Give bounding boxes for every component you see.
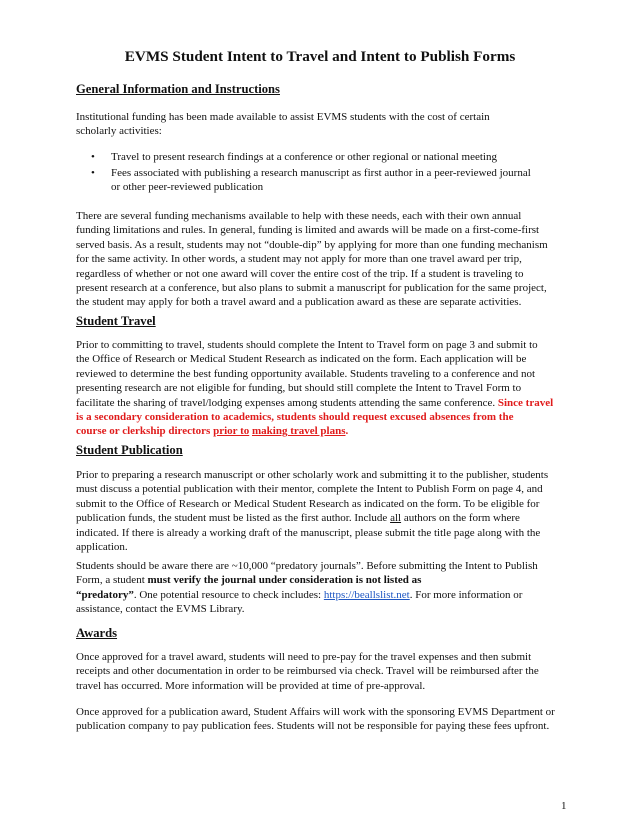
page-number: 1 [561, 800, 567, 812]
travel-award-paragraph [76, 650, 566, 693]
bullet-line: Fees associated with publishing a research manuscript as first author in a peer-reviewed journal [111, 167, 531, 179]
publication-line: indicated. If there is already a working draft of the manuscript, please submit the title page along with the [76, 526, 541, 539]
beallslist-link[interactable]: https://beallslist.net [323, 588, 410, 601]
funding-paragraph [76, 209, 566, 310]
travel-line: presenting research are not eligible for funding, but should still complete the Intent to Travel Form to [76, 382, 522, 395]
publication-award-paragraph [76, 705, 566, 734]
heading-student-travel: Student Travel [76, 314, 156, 328]
bullet-item-travel: Travel to present research findings at a conference or other regional or national meeting [111, 151, 497, 163]
heading-general-information: General Information and Instructions [76, 82, 280, 96]
publication-emphasis: all [390, 512, 402, 525]
publication-line: Prior to preparing a research manuscript or other scholarly work and submitting it to the publisher, students [76, 469, 549, 481]
predatory-line: Form, a student [76, 574, 148, 587]
travel-line: facilitate the sharing of travel/lodging expenses among students attending the same conference. [76, 396, 498, 409]
travel-line: Prior to committing to travel, students should complete the Intent to Travel form on page 3 and submit to [76, 339, 538, 351]
document-title: EVMS Student Intent to Travel and Intent to Publish Forms [124, 48, 516, 65]
funding-line: funding limitations and rules. In general, funding is limited and awards will be made on a first-come-first [76, 224, 540, 237]
publication-award-line: publication company to pay publication fees. Students will not be responsible for paying these fees upfront. [76, 720, 550, 733]
bullet-icon: • [91, 167, 95, 179]
publication-line: submit to the Office of Research or Medical Student Research as indicated on the form. To be eligible for [76, 497, 540, 510]
predatory-paragraph [76, 559, 566, 617]
travel-award-line: travel has occurred. More information will be provided at time of pre-approval. [76, 679, 426, 692]
bullet-line: or other peer-reviewed publication [111, 181, 264, 194]
heading-awards: Awards [76, 626, 118, 640]
predatory-line: assistance, contact the EVMS Library. [76, 603, 245, 616]
publication-line: application. [76, 541, 128, 554]
travel-paragraph [76, 338, 566, 439]
travel-warning-emphasis: making travel plans [251, 425, 346, 438]
travel-warning: course or clerkship directors [76, 425, 214, 438]
travel-warning: Since travel [497, 396, 554, 409]
bullet-item-publication [111, 166, 541, 195]
funding-line: regardless of whether or not one award will cover the entire cost of the trip. If a student is traveling to [76, 267, 524, 280]
intro-line: Institutional funding has been made available to assist EVMS students with the cost of certain [76, 111, 490, 123]
intro-line: scholarly activities: [76, 125, 162, 138]
predatory-emphasis: “predatory” [76, 588, 134, 601]
intro-paragraph [76, 110, 566, 139]
funding-line: the student may apply for both a travel award and a publication award as these are separate activities. [76, 296, 522, 309]
travel-award-line: receipts and other documentation in order to be reimbursed via check. Travel will be reimbursed after the [76, 665, 539, 678]
publication-line: authors on the form where [401, 512, 520, 525]
publication-paragraph [76, 468, 566, 554]
funding-line: for the same activity. In other words, a student may not apply for more than one travel award per trip, [76, 253, 522, 266]
travel-warning: is a secondary consideration to academics, students should request excused absences from the [76, 411, 514, 424]
publication-line: publication funds, the student must be listed as the first author. Include [76, 512, 391, 525]
travel-line: the Office of Research or Medical Student Research as indicated on the form. Each application will be [76, 353, 527, 366]
predatory-line: Students should be aware there are ~10,000 “predatory journals”. Before submitting the Intent to Publish [76, 560, 538, 572]
travel-award-line: Once approved for a travel award, students will need to pre-pay for the travel expenses and then submit [76, 651, 532, 663]
predatory-emphasis: must verify the journal under consideration is not listed as [147, 574, 422, 587]
funding-line: present research at a conference, but also plans to submit a manuscript for publication for the same project, [76, 282, 547, 295]
travel-line: reviewed to determine the best funding opportunity available. Students traveling to a conference and not [76, 367, 536, 380]
predatory-line: . One potential resource to check includes: [133, 588, 324, 601]
funding-line: There are several funding mechanisms available to help with these needs, each with their own annual [76, 210, 522, 222]
funding-line: served basis. As a result, students may not “double-dip” by applying for more than one funding mechanism [76, 238, 548, 251]
travel-warning: . [345, 425, 349, 438]
bullet-icon: • [91, 151, 95, 163]
travel-warning-emphasis: prior to [213, 425, 250, 438]
publication-award-line: Once approved for a publication award, Student Affairs will work with the sponsoring EVMS Department or [76, 706, 555, 718]
predatory-line: . For more information or [409, 588, 523, 601]
publication-line: must discuss a potential publication with their mentor, complete the Intent to Publish Form on page 4, and [76, 483, 543, 496]
heading-student-publication: Student Publication [76, 443, 183, 457]
